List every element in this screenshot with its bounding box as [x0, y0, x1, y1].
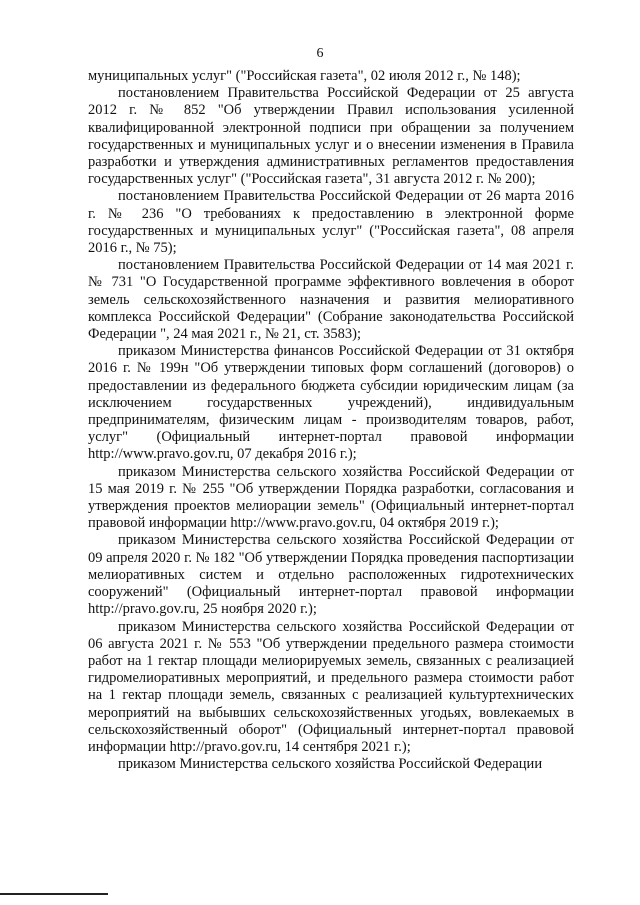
page-number: 6 [316, 46, 324, 61]
paragraph-order-199n: приказом Министерства финансов Российской Федерации от 31 октября 2016 г. № 199н "Об утверждении типовых форм соглашений (договоров) о предоставлении из федерального бюджета субсидии юридическим лицам (за исключением государственных учреждений), индивидуальным предпринимателям, физическим лицам - производителям товаров, работ, услуг" (Официальный интернет-портал правовой информации http://www.pravo.gov.ru, 07 декабря 2016 г.); [88, 343, 574, 463]
paragraph-order-255: приказом Министерства сельского хозяйства Российской Федерации от 15 мая 2019 г. № 255 "Об утверждении Порядка разработки, согласования и утверждения проектов мелиорации земель" (Официальный интернет-портал правовой информации http://www.pravo.gov.ru, 04 октября 2019 г.); [88, 463, 574, 532]
paragraph-resolution-236: постановлением Правительства Российской Федерации от 26 марта 2016 г. № 236 "О требованиях к предоставлению в электронной форме государственных и муниципальных услуг" ("Российская газета", 08 апреля 2016 г., № 75); [88, 188, 574, 257]
paragraph-order-553: приказом Министерства сельского хозяйства Российской Федерации от 06 августа 2021 г. № 553 "Об утверждении предельного размера стоимости работ на 1 гектар площади мелиорируемых земель, связанных с реализацией гидромелиоративных мероприятий, и предельного размера стоимости работ на 1 гектар площади земель, связанных с реализацией культуртехнических мероприятий на выбывших сельскохозяйственных угодьях, вовлекаемых в сельскохозяйственный оборот" (Официальный интернет-портал правовой информации http://pravo.gov.ru, 14 сентября 2021 г.); [88, 618, 574, 755]
paragraph-continuation: муниципальных услуг" ("Российская газета", 02 июля 2012 г., № 148); [88, 68, 521, 84]
document-body [88, 68, 574, 773]
paragraph-resolution-731: постановлением Правительства Российской Федерации от 14 мая 2021 г. № 731 "О Государственной программе эффективного вовлечения в оборот земель сельскохозяйственного назначения и развития мелиоративного комплекса Российской Федерации" (Собрание законодательства Российской Федерации ", 24 мая 2021 г., № 21, ст. 3583); [88, 257, 574, 343]
footer-rule [0, 893, 108, 895]
paragraph-order-continued: приказом Министерства сельского хозяйства Российской Федерации [118, 756, 543, 773]
paragraph-resolution-852: постановлением Правительства Российской Федерации от 25 августа 2012 г. № 852 "Об утверждении Правил использования усиленной квалифицированной электронной подписи при обращении за получением государственных и муниципальных услуг и о внесении изменения в Правила разработки и утверждения административных регламентов предоставления государственных услуг" ("Российская газета", 31 августа 2012 г. № 200); [88, 85, 574, 188]
paragraph-order-182: приказом Министерства сельского хозяйства Российской Федерации от 09 апреля 2020 г. № 182 "Об утверждении Порядка проведения паспортизации мелиоративных систем и отдельно расположенных гидротехнических сооружений" (Официальный интернет-портал правовой информации http://pravo.gov.ru, 25 ноября 2020 г.); [88, 532, 574, 618]
